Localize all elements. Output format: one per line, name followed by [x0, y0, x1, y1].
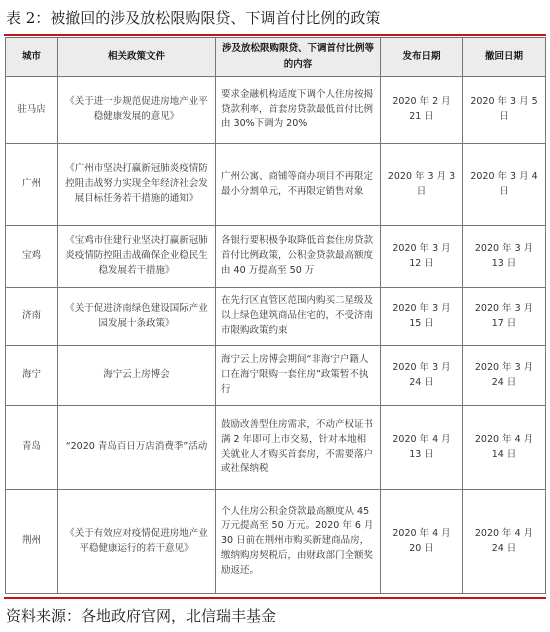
policy-file-cell: 《宝鸡市住建行业坚决打赢新冠肺炎疫情防控阻击战确保企业稳民生稳发展若干措施》 [58, 226, 216, 288]
policy-file-cell: 《关于促进济南绿色建设国际产业园发展十条政策》 [58, 288, 216, 346]
table-row [6, 226, 546, 288]
policy-table [5, 37, 546, 594]
table-row [6, 406, 546, 490]
city-cell: 海宁 [6, 346, 58, 406]
city-cell: 广州 [6, 144, 58, 226]
withdrawn-date-cell: 2020 年 4 月 24 日 [463, 490, 546, 594]
table-row [6, 346, 546, 406]
city-cell: 荆州 [6, 490, 58, 594]
published-date-cell: 2020 年 3 月 15 日 [381, 288, 463, 346]
withdrawn-date-cell: 2020 年 4 月 14 日 [463, 406, 546, 490]
policy-file-cell: 《关于有效应对疫情促进房地产业平稳健康运行的若干意见》 [58, 490, 216, 594]
content-cell: 个人住房公积金贷款最高额度从 45 万元提高至 50 万元。2020 年 6 月 30 日前在荆州市购买新建商品房，缴纳购房契税后，由财政部门全额奖励返还。 [216, 490, 381, 594]
table-title: 表 2：被撤回的涉及放松限购限贷、下调首付比例的政策 [6, 8, 381, 27]
city-cell: 济南 [6, 288, 58, 346]
bottom-red-rule [4, 597, 546, 599]
withdrawn-date-cell: 2020 年 3 月 4 日 [463, 144, 546, 226]
content-cell: 各银行要积极争取降低首套住房贷款首付比例政策，公积金贷款最高额度由 40 万提高至 50 万 [216, 226, 381, 288]
table-header [6, 38, 546, 77]
table-row [6, 490, 546, 594]
city-cell: 驻马店 [6, 77, 58, 144]
policy-file-cell: “2020 青岛百日万店消费季”活动 [58, 406, 216, 490]
content-cell: 海宁云上房博会期间“非海宁户籍人口在海宁限购一套住房”政策暂不执行 [216, 346, 381, 406]
table-row [6, 144, 546, 226]
policy-file-cell: 《广州市坚决打赢新冠肺炎疫情防控阻击战努力实现全年经济社会发展目标任务若干措施的通知》 [58, 144, 216, 226]
header-published-date: 发布日期 [381, 38, 463, 77]
city-cell: 青岛 [6, 406, 58, 490]
policy-file-cell: 《关于进一步规范促进房地产业平稳健康发展的意见》 [58, 77, 216, 144]
withdrawn-date-cell: 2020 年 3 月 13 日 [463, 226, 546, 288]
published-date-cell: 2020 年 4 月 20 日 [381, 490, 463, 594]
published-date-cell: 2020 年 4 月 13 日 [381, 406, 463, 490]
content-cell: 要求金融机构适度下调个人住房按揭贷款利率，首套房贷款最低首付比例由 30%下调为 20% [216, 77, 381, 144]
content-cell: 鼓励改善型住房需求，不动产权证书满 2 年即可上市交易，针对本地相关就业人才购买首套房，不需要落户或社保纳税 [216, 406, 381, 490]
header-city: 城市 [6, 38, 58, 77]
table-body [6, 77, 546, 594]
withdrawn-date-cell: 2020 年 3 月 5 日 [463, 77, 546, 144]
table-row [6, 77, 546, 144]
header-row [6, 38, 546, 77]
published-date-cell: 2020 年 3 月 12 日 [381, 226, 463, 288]
table-row [6, 288, 546, 346]
published-date-cell: 2020 年 3 月 24 日 [381, 346, 463, 406]
header-policy-file: 相关政策文件 [58, 38, 216, 77]
top-red-rule [4, 34, 546, 36]
policy-file-cell: 海宁云上房博会 [58, 346, 216, 406]
published-date-cell: 2020 年 2 月 21 日 [381, 77, 463, 144]
content-cell: 广州公寓、商铺等商办项目不再限定最小分割单元，不再限定销售对象 [216, 144, 381, 226]
header-content: 涉及放松限购限贷、下调首付比例等的内容 [216, 38, 381, 77]
source-note: 资料来源：各地政府官网，北信瑞丰基金 [6, 606, 277, 625]
city-cell: 宝鸡 [6, 226, 58, 288]
published-date-cell: 2020 年 3 月 3 日 [381, 144, 463, 226]
header-withdrawn-date: 撤回日期 [463, 38, 546, 77]
content-cell: 在先行区直管区范围内购买二星级及以上绿色建筑商品住宅的，不受济南市限购政策约束 [216, 288, 381, 346]
withdrawn-date-cell: 2020 年 3 月 24 日 [463, 346, 546, 406]
withdrawn-date-cell: 2020 年 3 月 17 日 [463, 288, 546, 346]
